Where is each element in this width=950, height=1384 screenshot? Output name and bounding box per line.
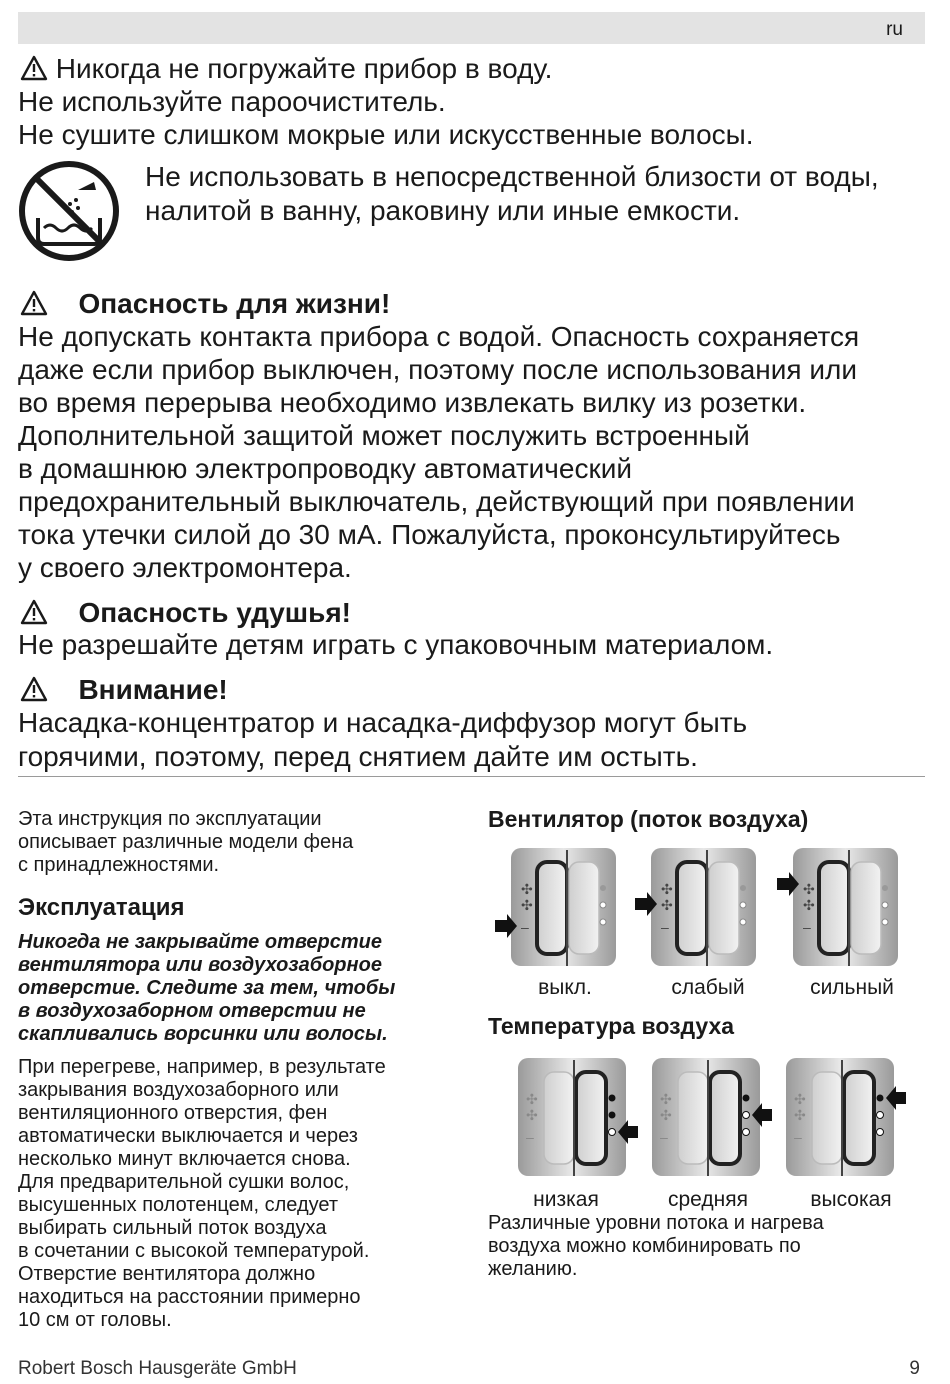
svg-text:–: – [794, 1129, 802, 1145]
svg-text:✣: ✣ [794, 1107, 806, 1123]
temp-label-high: высокая [810, 1188, 892, 1211]
fan-switch-low [633, 846, 758, 968]
temp-switch-high [780, 1056, 908, 1178]
warning-line-2: Не используйте пароочиститель. [18, 86, 446, 117]
danger-choke-text: Не разрешайте детям играть с упаковочным материалом. [18, 629, 774, 660]
danger-life-heading: Опасность для жизни! [20, 288, 390, 320]
attention-line-1: Насадка-концентратор и насадка-диффузор могут быть [18, 707, 748, 738]
page-number: 9 [909, 1358, 920, 1379]
svg-text:✣: ✣ [521, 881, 533, 897]
svg-text:✣: ✣ [661, 881, 673, 897]
temp-label-medium: средняя [668, 1188, 748, 1211]
operation-warning: Никогда не закрывайте отверстие вентилятора или воздухозаборное отверстие. Следите за тем, чтобы в воздухозаборном отверстии не скапливались ворсинки или волосы. [18, 931, 396, 1045]
warning-icon [20, 599, 48, 625]
header-bar [18, 12, 925, 44]
temp-title: Температура воздуха [488, 1013, 735, 1039]
fan-label-low: слабый [671, 976, 745, 999]
intro-text: Эта инструкция по эксплуатации описывает различные модели фена с принадлежностями. [18, 808, 354, 876]
combine-note: Различные уровни потока и нагрева воздуха можно комбинировать по желанию. [488, 1212, 824, 1280]
temp-label-low: низкая [533, 1188, 599, 1211]
water-note-line-1: Не использовать в непосредственной близости от воды, [145, 161, 879, 192]
fan-switch-high [775, 846, 900, 968]
language-label: ru [886, 19, 903, 40]
footer-company: Robert Bosch Hausgeräte GmbH [18, 1358, 297, 1379]
operation-title: Эксплуатация [18, 894, 185, 921]
danger-choke-heading: Опасность удушья! [20, 597, 351, 629]
svg-text:–: – [521, 919, 529, 935]
warning-line-3: Не сушите слишком мокрые или искусственные волосы. [18, 119, 754, 150]
svg-text:✣: ✣ [660, 1107, 672, 1123]
svg-text:✣: ✣ [803, 881, 815, 897]
svg-text:✣: ✣ [661, 897, 673, 913]
warning-icon [20, 676, 48, 702]
no-bath-icon [18, 160, 120, 262]
fan-title: Вентилятор (поток воздуха) [488, 806, 809, 832]
divider [18, 776, 925, 777]
fan-switch-off [493, 846, 618, 968]
temp-switch-low [512, 1056, 640, 1178]
operation-text: При перегреве, например, в результате закрывания воздухозаборного или вентиляционного отверстия, фен автоматически выключается и через несколько минут включается снова. Для предварительной сушки волос, высушенных полотенцем, следует выбирать сильный поток воздуха в сочетании с высокой температурой. Отверстие вентилятора должно находиться на расстоянии примерно 10 см от головы. [18, 1056, 386, 1331]
svg-text:✣: ✣ [794, 1091, 806, 1107]
svg-text:–: – [526, 1129, 534, 1145]
svg-text:–: – [661, 919, 669, 935]
svg-text:✣: ✣ [521, 897, 533, 913]
fan-label-high: сильный [810, 976, 894, 999]
fan-label-off: выкл. [538, 976, 592, 999]
svg-text:✣: ✣ [526, 1091, 538, 1107]
water-note-line-2: налитой в ванну, раковину или иные емкости. [145, 195, 741, 226]
svg-text:✣: ✣ [803, 897, 815, 913]
attention-heading: Внимание! [20, 674, 228, 706]
warning-icon [20, 290, 48, 316]
warning-line-1: Никогда не погружайте прибор в воду. [20, 52, 552, 85]
warning-icon [20, 55, 48, 81]
danger-life-text: Не допускать контакта прибора с водой. Опасность сохраняется даже если прибор выключен, поэтому после использования или во время перерыва необходимо извлекать вилку из розетки. Дополнительной защитой может послужить встроенный в домашнюю электропроводку автоматический предохранительный выключатель, действующий при появлении тока утечки силой до 30 мА. Пожалуйста, проконсультируйтесь у своего электромонтера. [18, 321, 860, 583]
temp-switch-medium [646, 1056, 774, 1178]
attention-line-2: горячими, поэтому, перед снятием дайте им остыть. [18, 741, 698, 772]
svg-text:✣: ✣ [526, 1107, 538, 1123]
svg-text:–: – [660, 1129, 668, 1145]
svg-text:✣: ✣ [660, 1091, 672, 1107]
svg-text:–: – [803, 919, 811, 935]
